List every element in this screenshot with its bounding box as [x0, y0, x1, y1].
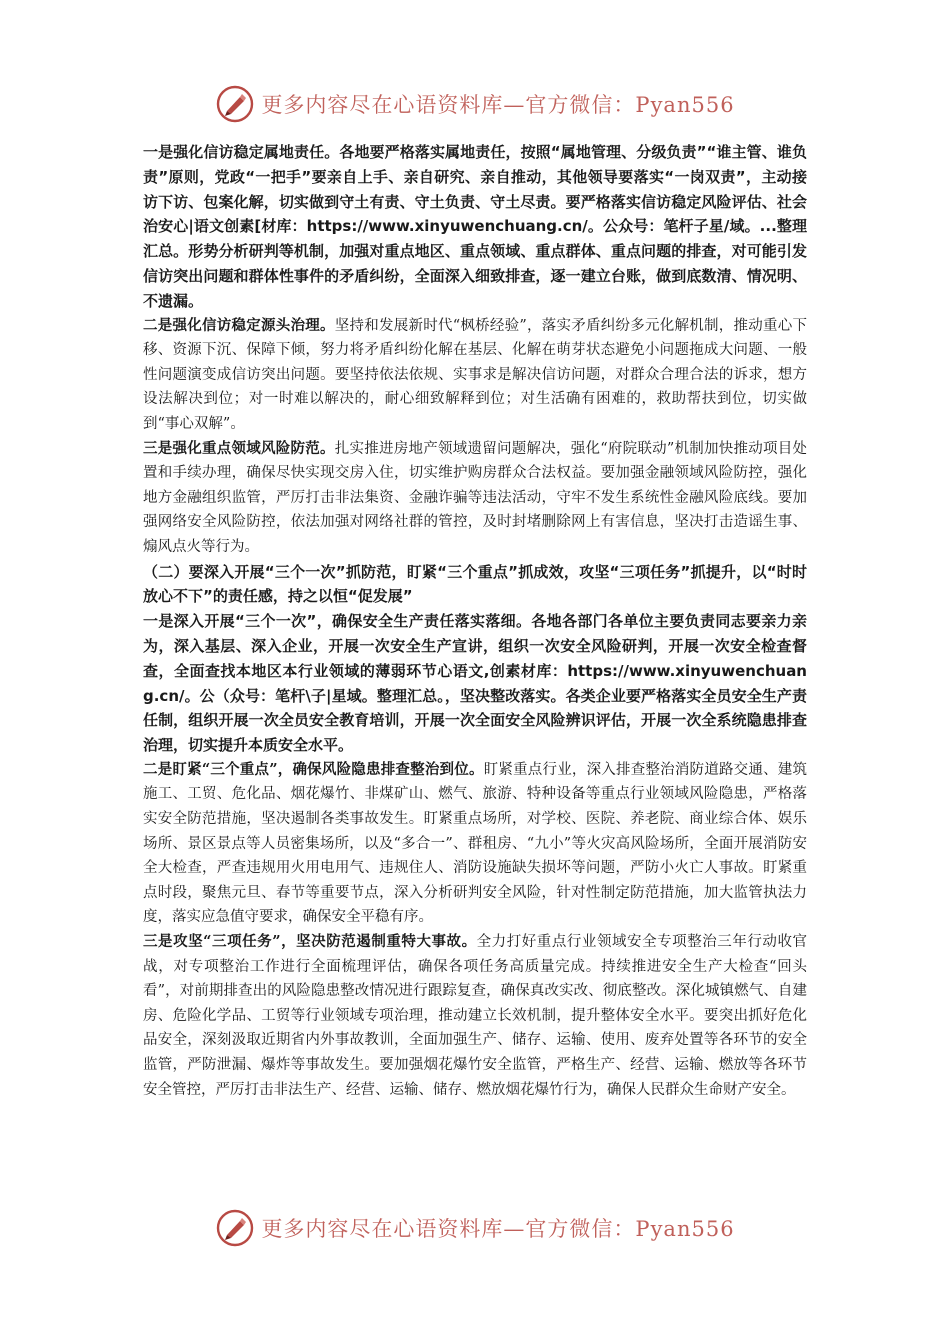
paragraph-5	[143, 758, 807, 930]
paragraph-1	[143, 140, 807, 314]
pen-nib-logo-icon	[215, 1208, 255, 1248]
paragraph-text: 扎实推进房地产领域遗留问题解决，强化“府院联动”机制加快推动项目处置和手续办理，确保尽快实现交房入住，切实维护购房群众合法权益。要加强金融领域风险防控，强化地方金融组织监管，严厉打击非法集资、金融诈骗等违法活动，守牢不发生系统性金融风险底线。要加强网络安全风险防控，依法加强对网络社群的管控，及时封堵删除网上有害信息，坚决打击造谣生事、煽风点火等行为。	[143, 440, 808, 555]
paragraph-lead: 一是深入开展“三个一次”，确保安全生产责任落实落细。	[143, 612, 532, 631]
paragraph-6	[143, 930, 807, 1102]
paragraph-2	[143, 314, 807, 437]
paragraph-lead: 三是强化重点领域风险防范。	[143, 439, 335, 457]
document-body	[143, 140, 807, 1102]
paragraph-4	[143, 609, 807, 758]
header-banner	[0, 78, 950, 130]
footer-banner	[0, 1202, 950, 1254]
paragraph-text: 全力打好重点行业领域安全专项整治三年行动收官战，对专项整治工作进行全面梳理评估，确保各项任务高质量完成。持续推进安全生产大检查“回头看”，对前期排查出的风险隐患整改情况进行跟踪复查，确保真改实改、彻底整改。深化城镇燃气、自建房、危险化学品、工贸等行业领域专项治理，推动建立长效机制，提升整体安全水平。要突出抓好危化品安全，深刻汲取近期省内外事故教训，全面加强生产、储存、运输、使用、废弃处置等各环节的安全监管，严防泄漏、爆炸等事故发生。要加强烟花爆竹安全监管，严格生产、经营、运输、燃放等各环节安全管控，严厉打击非法生产、经营、运输、储存、燃放烟花爆竹行为，确保人民群众生命财产安全。	[143, 934, 808, 1098]
paragraph-lead: 一是强化信访稳定属地责任。	[143, 143, 340, 161]
paragraph-text: 盯紧重点行业，深入排查整治消防道路交通、建筑施工、工贸、危化品、烟花爆竹、非煤矿山、燃气、旅游、特种设备等重点行业领域风险隐患，严格落实安全防范措施，坚决遏制各类事故发生。盯紧重点场所，对学校、医院、养老院、商业综合体、娱乐场所、景区景点等人员密集场所，以及“多合一”、群租房、“九小”等火灾高风险场所，全面开展消防安全大检查，严查违规用火用电用气、违规住人、消防设施缺失损坏等问题，严防小火亡人事故。盯紧重点时段，聚焦元旦、春节等重要节点，深入分析研判安全风险，针对性制定防范措施，加大监管执法力度，落实应急值守要求，确保安全平稳有序。	[143, 761, 808, 926]
section-heading-text: （二）要深入开展“三个一次”抓防范，盯紧“三个重点”抓成效，攻坚“三项任务”抓提升，以“时时放心不下”的责任感，持之以恒“促发展”	[143, 562, 807, 606]
banner-text: 更多内容尽在心语资料库—官方微信：Pyan556	[261, 93, 735, 117]
paragraph-text: 坚持和发展新时代“枫桥经验”，落实矛盾纠纷多元化解机制，推动重心下移、资源下沉、保障下倾，努力将矛盾纠纷化解在基层、化解在萌芽状态避免小问题拖成大问题、一般性问题演变成信访突出问题。要坚持依法依规、实事求是解决信访问题，对群众合理合法的诉求，想方设法解决到位；对一时难以解决的，耐心细致解释到位；对生活确有困难的，救助帮扶到位，切实做到“事心双解”。	[143, 317, 808, 432]
section-heading	[143, 560, 807, 610]
paragraph-lead: 二是强化信访稳定源头治理。	[143, 316, 335, 334]
paragraph-text: 各地要严格落实属地责任，按照“属地管理、分级负责”“谁主管、谁负责”原则，党政“一把手”要亲自上手、亲自研究、亲自推动，其他领导要落实“一岗双责”，主动接访下访、包案化解，切实做到守土有责、守土负责、守土尽责。要严格落实信访稳定风险评估、社会治安心|语文创素[材库：https://www.xinyuwenchuang.cn/。公众号：笔杆子星/域。...整理汇总。形势分析研判等机制，加强对重点地区、重点领域、重点群体、重点问题的排查，对可能引发信访突出问题和群体性事件的矛盾纠纷，全面深入细致排查，逐一建立台账，做到底数清、情况明、不遗漏。	[143, 143, 807, 310]
pen-nib-logo-icon	[215, 84, 255, 124]
paragraph-3	[143, 437, 807, 560]
paragraph-text: 各地各部门各单位主要负责同志要亲力亲为，深入基层、深入企业，开展一次安全生产宣讲，组织一次安全风险研判，开展一次安全检查督查，全面查找本地区本行业领域的薄弱环节心语文,创素材库：https://www.xinyuwenchuang.cn/。公（众号：笔杆\子|星域。整理汇总。，坚决整改落实。各类企业要严格落实全员安全生产责任制，组织开展一次全员安全教育培训，开展一次全面安全风险辨识评估，开展一次全系统隐患排查治理，切实提升本质安全水平。	[143, 612, 807, 755]
paragraph-lead: 三是攻坚“三项任务”，坚决防范遏制重特大事故。	[143, 933, 477, 951]
paragraph-lead: 二是盯紧“三个重点”，确保风险隐患排查整治到位。	[143, 760, 484, 778]
banner-text: 更多内容尽在心语资料库—官方微信：Pyan556	[261, 1217, 735, 1241]
